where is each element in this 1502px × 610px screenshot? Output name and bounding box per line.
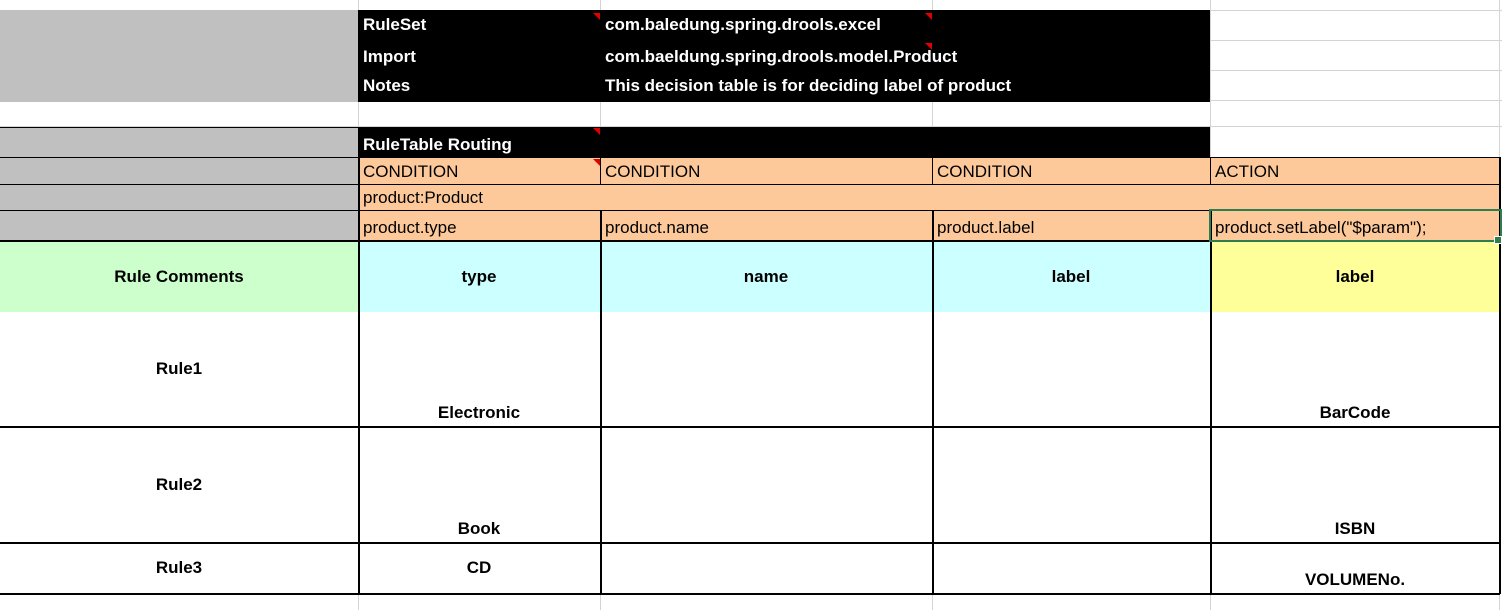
comment-marker-icon[interactable] xyxy=(593,128,600,135)
name-title-cell[interactable]: name xyxy=(600,241,932,312)
row-label-cell[interactable] xyxy=(0,70,358,102)
action-expression-cell[interactable]: product.setLabel("$param"); xyxy=(1210,211,1500,241)
border-line xyxy=(1210,210,1212,594)
rule-label-condition-cell[interactable] xyxy=(932,312,1210,426)
expression-cell[interactable]: product.label xyxy=(932,211,1210,241)
row-label-cell[interactable] xyxy=(0,40,358,70)
comment-marker-icon[interactable] xyxy=(925,43,932,50)
border-line xyxy=(932,210,934,594)
comment-marker-icon[interactable] xyxy=(593,159,600,166)
type-title-cell[interactable]: type xyxy=(358,241,600,312)
border-line xyxy=(600,210,602,594)
import-label-cell[interactable]: Import xyxy=(358,40,600,70)
row-label-cell[interactable] xyxy=(0,185,358,211)
row-label-cell[interactable] xyxy=(0,128,358,158)
empty-cell[interactable] xyxy=(1210,185,1500,211)
border-line xyxy=(0,426,1500,428)
condition-header-cell[interactable]: CONDITION xyxy=(600,158,932,185)
row-label-cell[interactable] xyxy=(0,10,358,40)
rule-label-condition-cell[interactable] xyxy=(932,427,1210,542)
object-type-cell[interactable]: product:Product xyxy=(358,185,1210,211)
condition-header-cell[interactable]: CONDITION xyxy=(932,158,1210,185)
rule-name-cell[interactable]: Rule1 xyxy=(155,359,203,378)
ruleset-value-cell[interactable]: com.baledung.spring.drools.excel xyxy=(600,10,1210,40)
selected-cell-outline[interactable] xyxy=(1209,209,1502,242)
row-label-cell[interactable] xyxy=(0,158,358,185)
expression-cell[interactable]: product.name xyxy=(600,211,932,241)
notes-label-cell[interactable]: Notes xyxy=(358,70,600,102)
rule-comments-title-cell[interactable]: Rule Comments xyxy=(0,241,358,312)
border-line xyxy=(0,127,1210,128)
expression-cell[interactable]: product.type xyxy=(358,211,600,241)
border-line xyxy=(358,184,360,594)
rule-name-value-cell[interactable] xyxy=(600,543,932,593)
border-line xyxy=(358,157,360,185)
rule-type-cell[interactable]: Book xyxy=(457,519,501,538)
border-line xyxy=(1210,157,1211,185)
border-line xyxy=(0,593,1500,595)
rule-label-action-cell[interactable]: VOLUMENo. xyxy=(1304,570,1406,589)
notes-value-cell[interactable]: This decision table is for deciding label of product xyxy=(600,70,1210,102)
action-header-cell[interactable]: ACTION xyxy=(1210,158,1500,185)
rule-type-cell[interactable]: CD xyxy=(466,558,492,577)
border-line xyxy=(0,184,1500,185)
rule-label-condition-cell[interactable] xyxy=(932,543,1210,593)
ruletable-cell[interactable]: RuleTable Routing xyxy=(358,128,1210,158)
label-action-title-cell[interactable]: label xyxy=(1210,241,1500,312)
border-line xyxy=(0,157,1500,158)
ruleset-label-cell[interactable]: RuleSet xyxy=(358,10,600,40)
rule-type-cell[interactable]: Electronic xyxy=(437,403,521,422)
comment-marker-icon[interactable] xyxy=(925,13,932,20)
rule-name-value-cell[interactable] xyxy=(600,312,932,426)
rule-label-action-cell[interactable]: ISBN xyxy=(1334,519,1376,538)
condition-header-cell[interactable]: CONDITION xyxy=(358,158,600,185)
row-label-cell[interactable] xyxy=(0,211,358,241)
border-line xyxy=(0,542,1500,544)
fill-handle-icon[interactable] xyxy=(1494,236,1502,244)
rule-label-action-cell[interactable]: BarCode xyxy=(1319,403,1391,422)
border-line xyxy=(600,157,601,185)
rule-name-value-cell[interactable] xyxy=(600,427,932,542)
import-value-cell[interactable]: com.baeldung.spring.drools.model.Product xyxy=(600,40,1210,70)
label-condition-title-cell[interactable]: label xyxy=(932,241,1210,312)
border-line xyxy=(932,157,933,185)
comment-marker-icon[interactable] xyxy=(593,13,600,20)
rule-name-cell[interactable]: Rule2 xyxy=(155,474,203,494)
rule-name-cell[interactable]: Rule3 xyxy=(155,558,203,577)
